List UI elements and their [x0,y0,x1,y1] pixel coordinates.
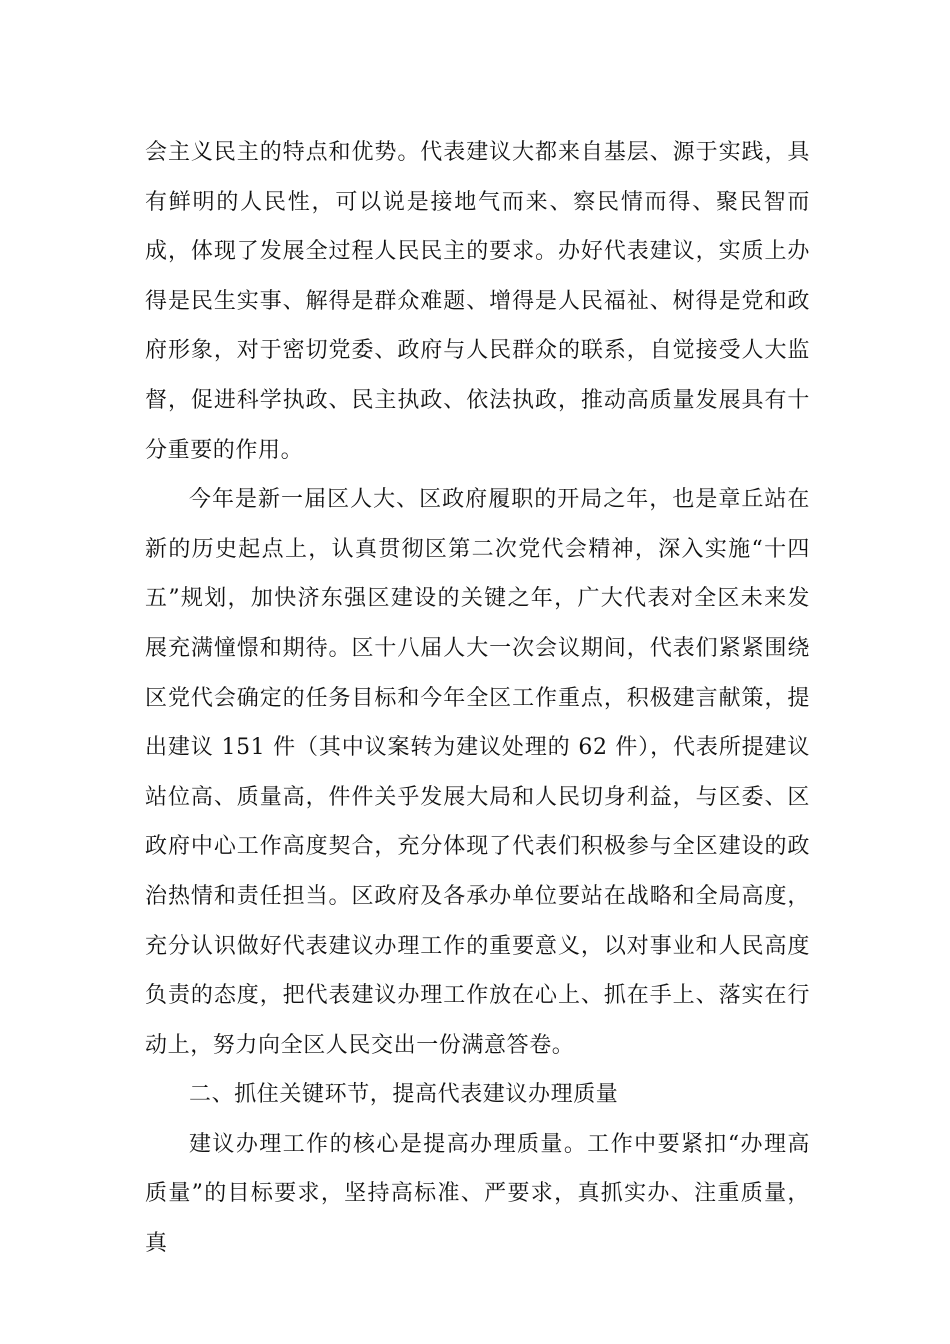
paragraph-quality: 建议办理工作的核心是提高办理质量。工作中要紧扣“办理高质量”的目标要求，坚持高标准、严要求，真抓实办、注重质量，真 [145,1131,810,1257]
document-body [145,128,810,1269]
paragraph-new-term: 今年是新一届区人大、区政府履职的开局之年，也是章丘站在新的历史起点上，认真贯彻区第二次党代会精神，深入实施“十四五”规划，加快济东强区建设的关键之年，广大代表对全区未来发展充满憧憬和期待。区十八届人大一次会议期间，代表们紧紧围绕区党代会确定的任务目标和今年全区工作重点，积极建言献策，提出建议 151 件（其中议案转为建议处理的 62 件），代表所提建议站位高、质量高，件件关乎发展大局和人民切身利益，与区委、区政府中心工作高度契合，充分体现了代表们积极参与全区建设的政治热情和责任担当。区政府及各承办单位要站在战略和全局高度，充分认识做好代表建议办理工作的重要意义，以对事业和人民高度负责的态度，把代表建议办理工作放在心上、抓在手上、落实在行动上，努力向全区人民交出一份满意答卷。 [145,487,810,1058]
paragraph-continuation: 会主义民主的特点和优势。代表建议大都来自基层、源于实践，具有鲜明的人民性，可以说是接地气而来、察民情而得、聚民智而成，体现了发展全过程人民民主的要求。办好代表建议，实质上办得是民生实事、解得是群众难题、增得是人民福祉、树得是党和政府形象，对于密切党委、政府与人民群众的联系，自觉接受人大监督，促进科学执政、民主执政、依法执政，推动高质量发展具有十分重要的作用。 [145,140,810,463]
section-heading: 二、抓住关键环节，提高代表建议办理质量 [189,1082,619,1108]
